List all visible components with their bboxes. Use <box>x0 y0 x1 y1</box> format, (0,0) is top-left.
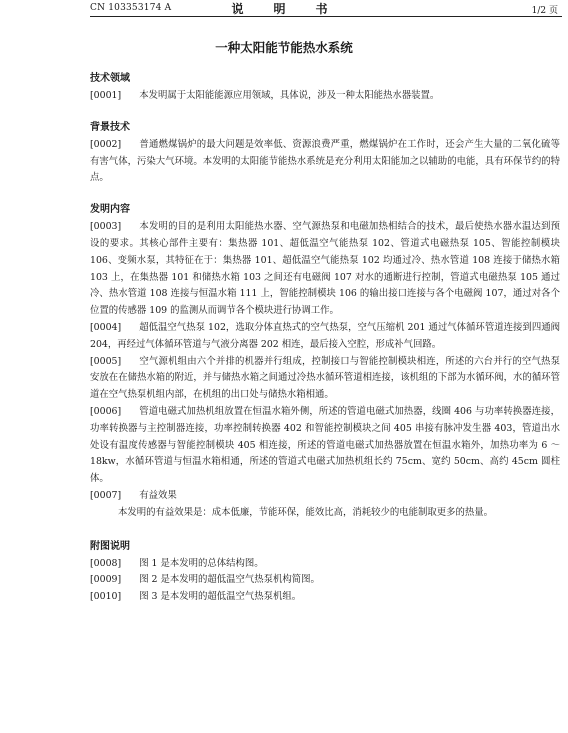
section-heading-tech-field: 技术领域 <box>90 73 130 84</box>
paragraph-0003 <box>90 219 560 320</box>
benefits-paragraph: 本发明的有益效果是：成本低廉，节能环保，能效比高，消耗较少的电能制取更多的热量。 <box>118 506 494 518</box>
paragraph-text: 本发明属于太阳能能源应用领域，具体说，涉及一种太阳能热水器装置。 <box>139 90 440 101</box>
document-title: 一种太阳能节能热水系统 <box>215 40 353 55</box>
paragraph-text: 本发明的目的是利用太阳能热水器、空气源热泵和电磁加热相结合的技术，最后使热水器水温达到预设的要求。其核心部件主要有：集热器 101、超低温空气能热泵 102、管道式电磁热泵 105、智能控制模块 106、变频水泵，其特征在于：集热器 101、超低温空气能热泵 102 均通过冷、热水管道 108 连接于储热水箱 103 上，在集热器 101 和储热水箱 103 之间还有电磁阀 107 对水的通断进行控制，管道式电磁热泵 105 通过冷、热水管道 108 连接与恒温水箱 111 上，智能控制模块 106 的输出接口连接与各个电磁阀 107，通过对各个位置的传感器 109 的监测从而调节各个模块进行协调工作。 <box>90 221 560 317</box>
paragraph-text: 图 2 是本发明的超低温空气热泵机构简图。 <box>139 574 320 586</box>
paragraph-0010 <box>90 589 560 606</box>
paragraph-text: 超低温空气热泵 102，选取分体直热式的空气热泵，空气压缩机 201 通过气体循环管道连接到四通阀 204，再经过气体循环管道与气液分离器 202 相连，最后接入空腔，形成补气回路。 <box>90 321 560 350</box>
paragraph-0005 <box>90 354 560 404</box>
paragraph-number: [0007] <box>90 489 122 501</box>
paragraph-text: 管道电磁式加热机组放置在恒温水箱外侧，所述的管道电磁式加热器，线圈 406 与功率转换器连接，功率转换器与主控制器连接，功率控制转换器 402 和智能控制模块之间 405 串接有脉冲发生器 403，管道出水处设有温度传感器与智能控制模块 405 相连接，所述的管道电磁式加热器放置在恒温水箱外，加热功率为 6 ～ 18kw，水循环管道与恒温水箱相通，所述的管道式电磁式加热机组长约 75cm、宽约 50cm、高约 45cm 圆柱体。 <box>90 405 560 485</box>
document-type: 说 明 书 <box>231 2 337 16</box>
page-indicator: 1/2 页 <box>531 6 558 16</box>
paragraph-0007 <box>90 488 560 505</box>
paragraph-number: [0005] <box>90 355 122 367</box>
paragraph-0009 <box>90 572 560 589</box>
patent-number: CN 103353174 A <box>90 3 172 13</box>
document-body <box>90 68 560 606</box>
paragraph-0006 <box>90 404 560 488</box>
paragraph-number: [0004] <box>90 321 122 333</box>
paragraph-text: 图 1 是本发明的总体结构图。 <box>139 557 264 569</box>
subsection-label-benefits: 有益效果 <box>139 489 177 501</box>
paragraph-0008 <box>90 556 560 573</box>
paragraph-number: [0010] <box>90 591 122 603</box>
paragraph-number: [0008] <box>90 557 122 569</box>
paragraph-text: 空气源机组由六个并排的机器并行组成，控制接口与智能控制模块相连，所述的六台并行的空气热泵安放在在储热水箱的附近，并与储热水箱之间通过冷热水循环管道相连接，该机组的下部为水循环阀，水的循环管道在空气热泵机组内部，在机组的出口处与储热水箱相通。 <box>90 355 560 401</box>
paragraph-0002 <box>90 137 560 187</box>
section-heading-figures: 附图说明 <box>90 540 130 552</box>
paragraph-number: [0002] <box>90 138 122 150</box>
paragraph-number: [0001] <box>90 90 122 101</box>
header-divider <box>90 16 562 17</box>
paragraph-number: [0003] <box>90 221 122 233</box>
paragraph-text: 普通燃煤锅炉的最大问题是效率低、资源浪费严重，燃煤锅炉在工作时，还会产生大量的二氧化硫等有害气体，污染大气环境。本发明的太阳能节能热水系统是充分利用太阳能加之以辅助的电能，具有环保节约的特点。 <box>90 138 560 184</box>
paragraph-text: 图 3 是本发明的超低温空气热泵机组。 <box>139 591 302 603</box>
page-header <box>0 0 568 18</box>
paragraph-number: [0006] <box>90 405 122 417</box>
section-heading-background: 背景技术 <box>90 121 130 133</box>
paragraph-number: [0009] <box>90 574 122 586</box>
paragraph-0001 <box>90 88 560 105</box>
paragraph-0004 <box>90 320 560 354</box>
section-heading-summary: 发明内容 <box>90 204 130 216</box>
